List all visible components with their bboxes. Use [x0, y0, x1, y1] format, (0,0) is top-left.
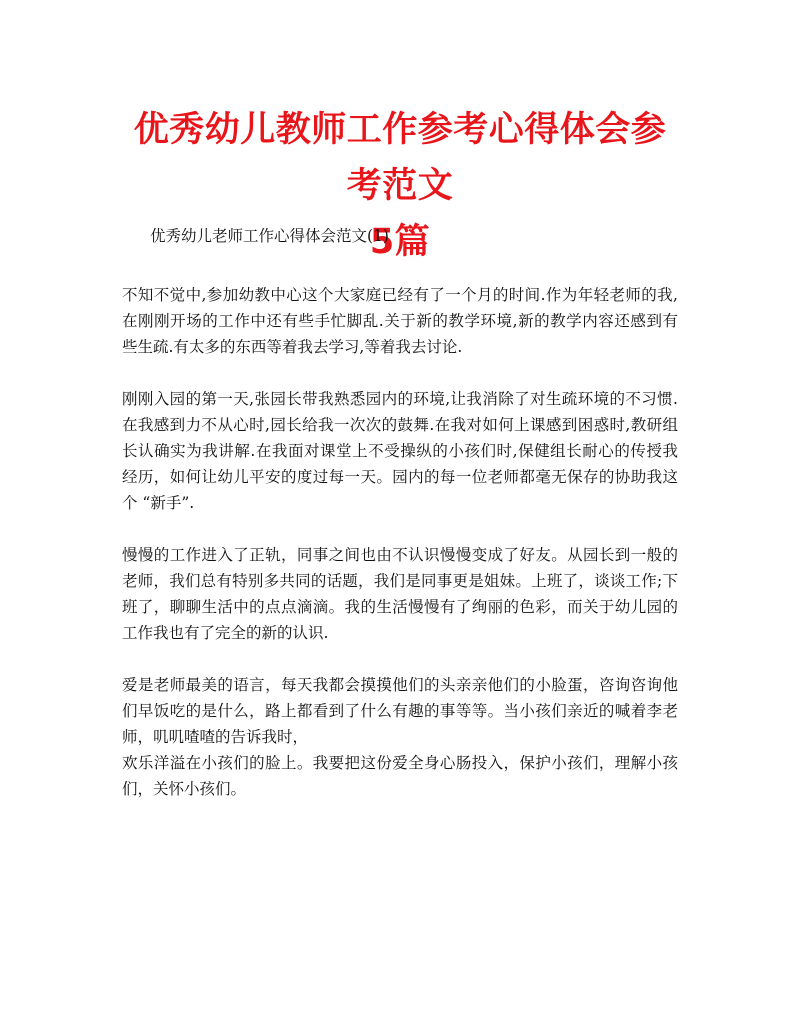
text-line: 慢慢的工作进入了正轨，同事之间也由不认识慢慢变成了好友。从园长到一般的: [122, 546, 678, 564]
text-line: 班了，聊聊生活中的点点滴滴。我的生活慢慢有了绚丽的色彩，而关于幼儿园的: [122, 598, 678, 616]
text-line: 些生疏.有太多的东西等着我去学习,等着我去讨论.: [122, 338, 463, 356]
text-line: 们，关怀小孩们。: [122, 780, 247, 798]
text-line: 经历，如何让幼儿平安的度过每一天。园内的每一位老师都毫无保存的协助我这: [122, 468, 678, 486]
text-line: 爱是老师最美的语言，每天我都会摸摸他们的头亲亲他们的小脸蛋，咨询咨询他: [122, 676, 678, 694]
paragraph-2: [122, 386, 678, 516]
document-title-line-1: 优秀幼儿教师工作参考心得体会参考范文: [133, 110, 667, 206]
text-line: 不知不觉中,参加幼教中心这个大家庭已经有了一个月的时间.作为年轻老师的我,: [122, 286, 678, 304]
document-title-line-2: 5篇: [369, 222, 431, 262]
text-line: 刚刚入园的第一天,张园长带我熟悉园内的环境,让我消除了对生疏环境的不习惯.: [122, 390, 678, 408]
text-line: 老师，我们总有特别多共同的话题，我们是同事更是姐妹。上班了，谈谈工作;下: [122, 572, 678, 590]
text-line: 长认确实为我讲解.在我面对课堂上不受操纵的小孩们时,保健组长耐心的传授我: [122, 442, 678, 460]
text-line: 个 “新手”.: [122, 494, 195, 512]
paragraph-3: [122, 542, 678, 646]
text-line: 欢乐洋溢在小孩们的脸上。我要把这份爱全身心肠投入，保护小孩们，理解小孩: [122, 754, 678, 772]
text-line: 工作我也有了完全的新的认识.: [122, 624, 329, 642]
document-body: [122, 282, 678, 828]
paragraph-1: [122, 282, 678, 360]
text-line: 在刚刚开场的工作中还有些手忙脚乱.关于新的教学环境,新的教学内容还感到有: [122, 312, 678, 330]
paragraph-4: [122, 672, 678, 802]
text-line: 们早饭吃的是什么，路上都看到了什么有趣的事等等。当小孩们亲近的喊着李老: [122, 702, 678, 720]
section-heading: 优秀幼儿老师工作心得体会范文(1): [150, 227, 389, 245]
text-line: 师，叽叽喳喳的告诉我时，: [122, 728, 309, 746]
text-line: 在我感到力不从心时,园长给我一次次的鼓舞.在我对如何上课感到困惑时,教研组: [122, 416, 678, 434]
